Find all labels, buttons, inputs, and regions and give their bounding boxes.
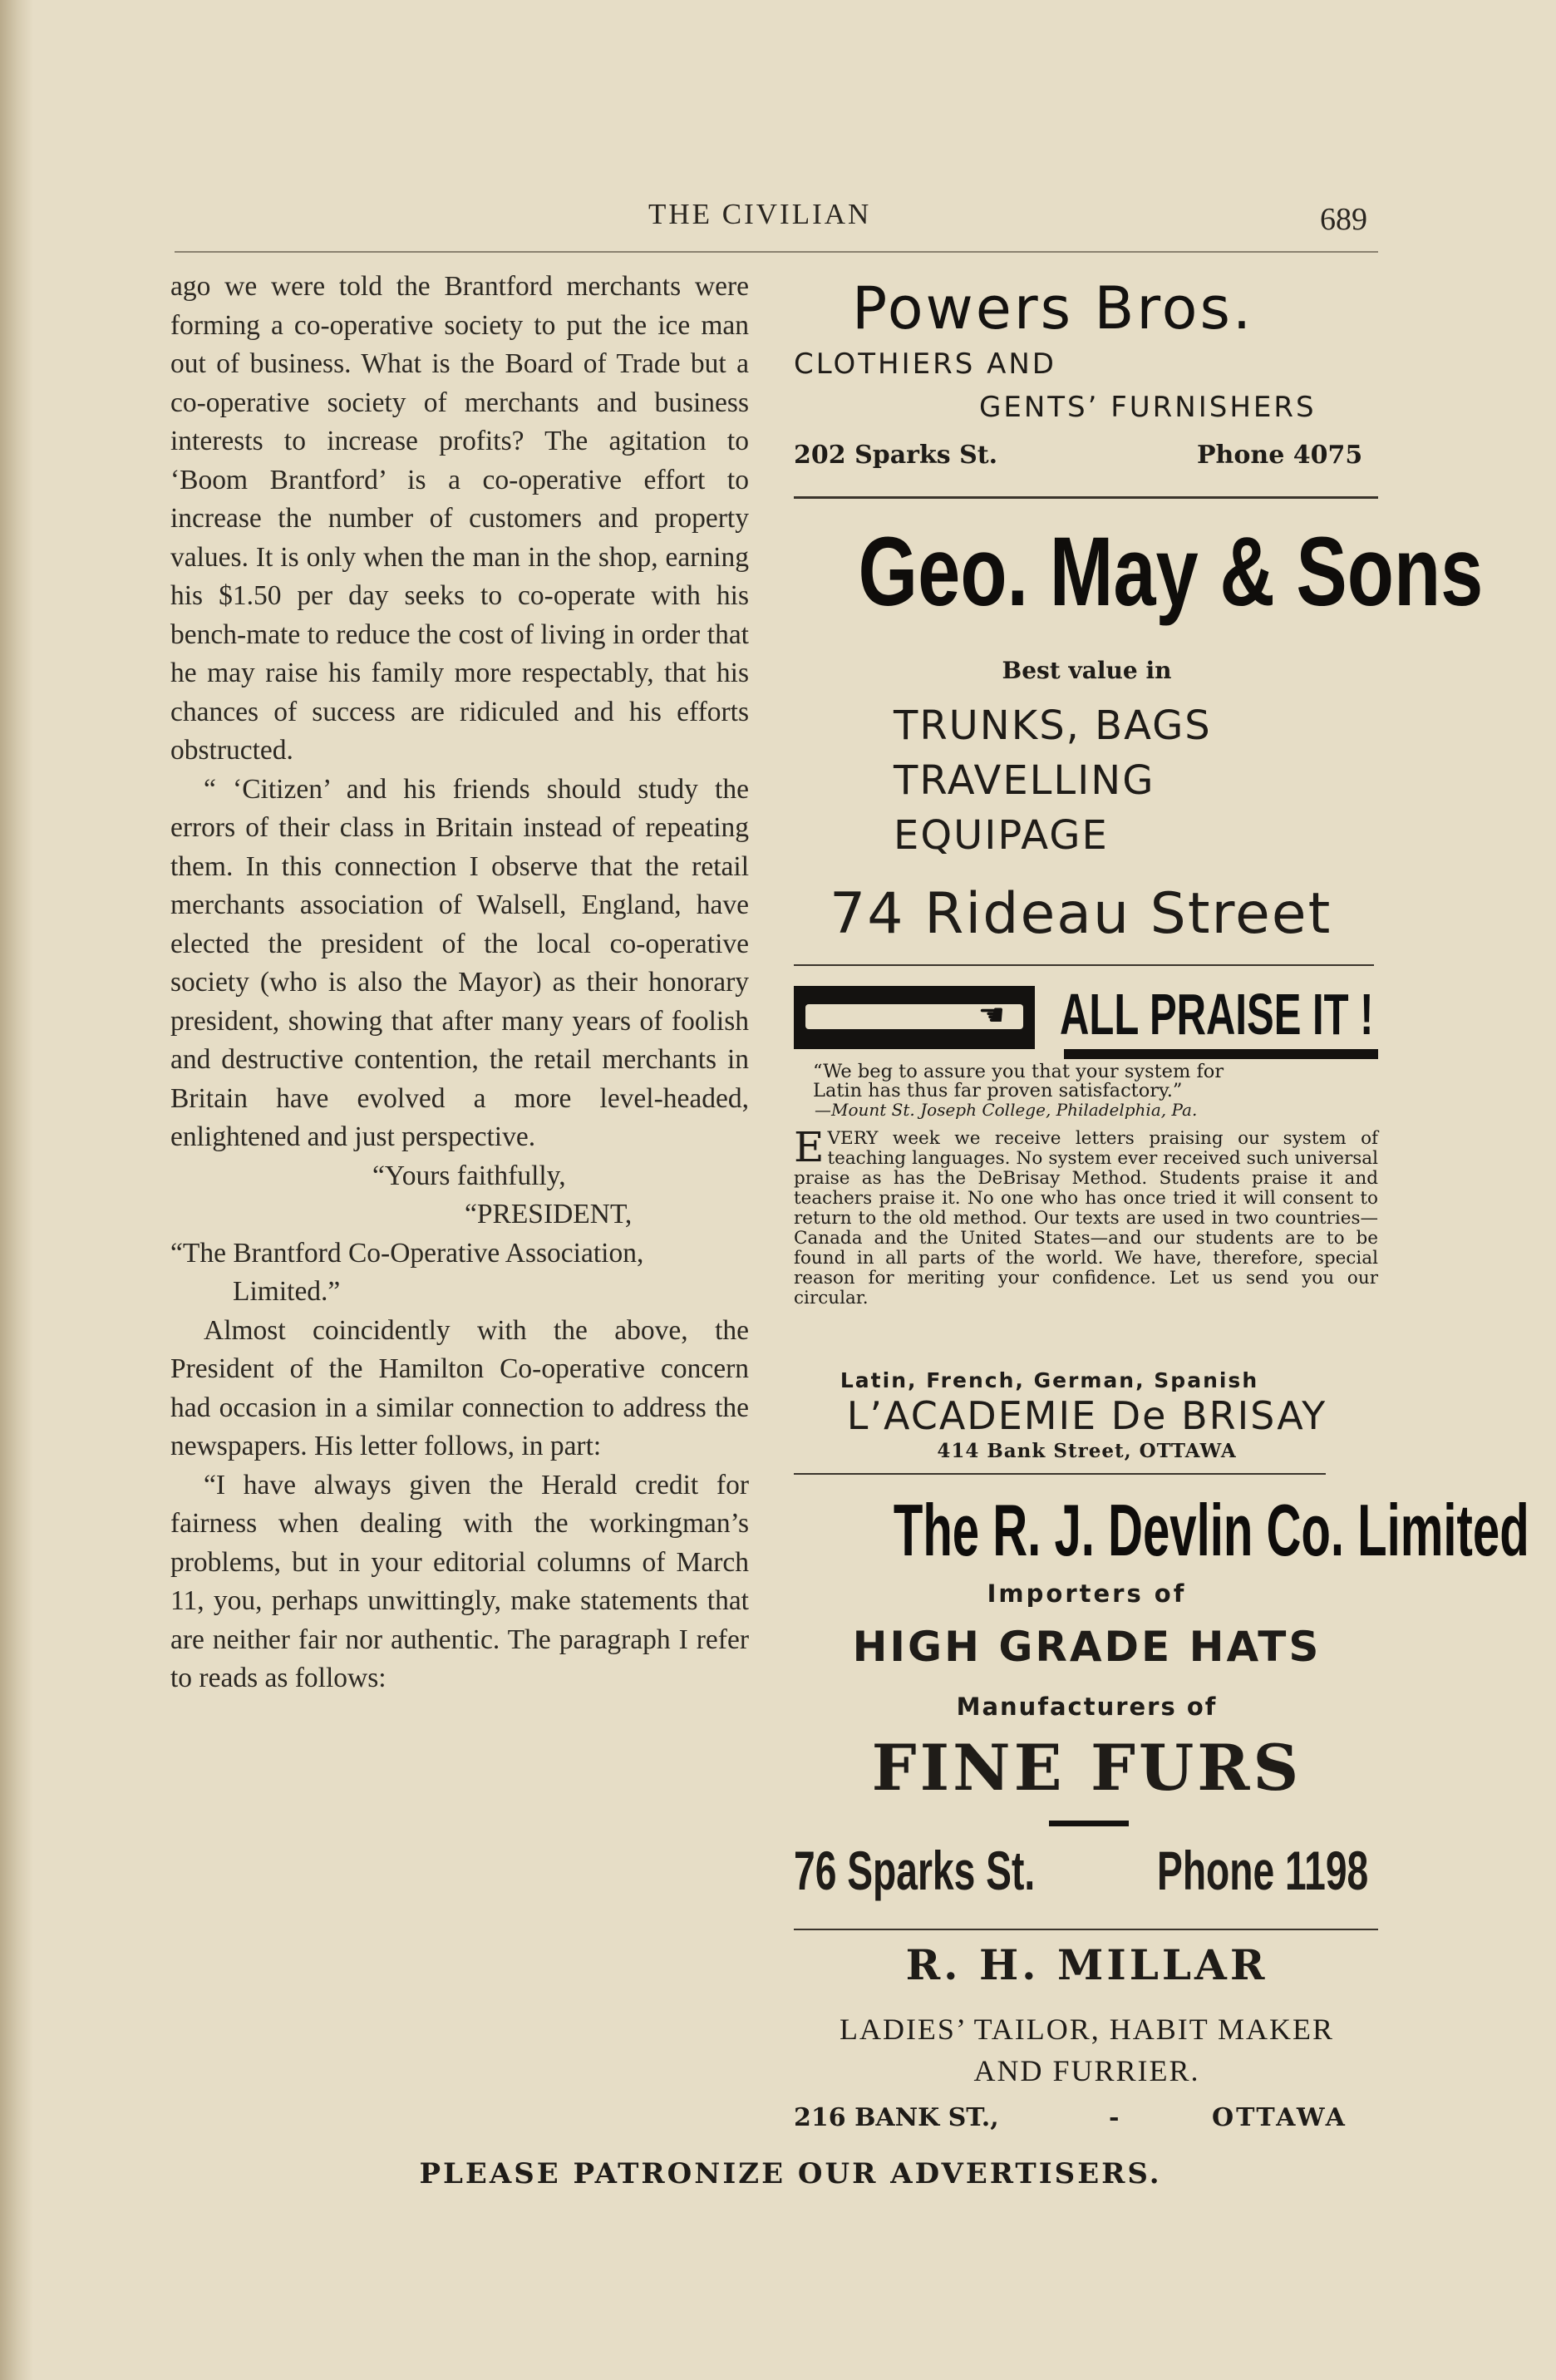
- letter-organization: “The Brantford Co-Operative Association, Limited.”: [170, 1237, 644, 1307]
- ad-millar-city: OTTAWA: [1212, 2103, 1347, 2132]
- ad-may-tagline: Best value in: [1002, 657, 1172, 684]
- ad-devlin-importers: Importers of: [987, 1579, 1187, 1608]
- ad-powers-line2: GENTS’ FURNISHERS: [979, 391, 1317, 424]
- ad-brisay-school: L’ACADEMIE De BRISAY: [846, 1393, 1327, 1438]
- ad-brisay-bar: [1064, 1049, 1378, 1059]
- letter-signature: “PRESIDENT,: [465, 1199, 633, 1229]
- ad-devlin-bar: [1049, 1821, 1129, 1826]
- testimonial-line: Latin has thus far proven satisfactory.”: [813, 1080, 1183, 1101]
- ad-devlin-hats: HIGH GRADE HATS: [852, 1623, 1322, 1671]
- drop-cap: E: [794, 1123, 825, 1171]
- article-paragraph: “ ‘Citizen’ and his friends should study the errors of their class in Britain instead of repeating them. In this connection I observe that the retail merchants association of Walsell, England, have elected the president of the local co-operative society (who is also the Mayor) as their honorary president, showing that after many years of foolish and destructive contention, the retail merchants in Britain have evolved a more level-headed, enlightened and just perspective.: [170, 773, 749, 1152]
- journal-title: THE CIVILIAN: [648, 198, 872, 230]
- footer-notice: PLEASE PATRONIZE OUR ADVERTISERS.: [419, 2157, 1162, 2190]
- ad-devlin-address: 76 Sparks St.: [794, 1840, 1036, 1901]
- article-column: [170, 268, 749, 1698]
- ad-may-name: Geo. May & Sons: [858, 517, 1484, 627]
- article-paragraph: ago we were told the Brantford merchants were forming a co-operative society to put the ice man out of business. What is the Board of Trade but a co-operative society of merchants and business interests to increase profits? The agitation to ‘Boom Brantford’ is a co-operative effort to increase the number of customers and property values. It is only when the man in the shop, earning his $1.50 per day seeks to co-operate with his bench-mate to reduce the cost of living in order that he may raise his family more respectably, that his chances of success are ridiculed and his efforts obstructed.: [170, 271, 749, 766]
- ad-brisay-body: [794, 1123, 1378, 1308]
- ad-devlin-phone: Phone 1198: [1157, 1840, 1369, 1901]
- ad-may-item: TRUNKS, BAGS: [894, 702, 1212, 749]
- letter-closing: “Yours faithfully,: [372, 1160, 566, 1191]
- ad-devlin-furs: FINE FURS: [871, 1731, 1302, 1805]
- running-head: [0, 198, 1556, 239]
- ad-divider: [794, 1473, 1326, 1475]
- ad-millar-line1: LADIES’ TAILOR, HABIT MAKER: [839, 2013, 1335, 2046]
- ad-millar-line2: AND FURRIER.: [973, 2054, 1200, 2087]
- pointing-hand-icon: ☚: [794, 986, 1035, 1049]
- ad-powers-address: 202 Sparks St.: [794, 441, 998, 470]
- ad-divider: [794, 1929, 1378, 1930]
- book-spine-shadow: [0, 0, 33, 2380]
- ad-may-street: 74 Rideau Street: [830, 881, 1332, 947]
- ad-powers-phone: Phone 4075: [1197, 441, 1363, 470]
- header-rule: [175, 251, 1378, 253]
- ad-powers-line1: CLOTHIERS AND: [794, 347, 1056, 381]
- ad-brisay-languages: Latin, French, German, Spanish: [840, 1368, 1259, 1392]
- ad-divider: [794, 964, 1374, 966]
- ad-millar-name: R. H. MILLAR: [905, 1940, 1268, 1989]
- ad-devlin-name: The R. J. Devlin Co. Limited: [893, 1489, 1529, 1571]
- ad-millar-address: 216 BANK ST.,: [794, 2103, 999, 2132]
- ad-powers-name: Powers Bros.: [852, 274, 1254, 342]
- page-number: 689: [1320, 202, 1367, 237]
- ad-may-item: EQUIPAGE: [894, 812, 1109, 859]
- ad-devlin-manufacturers: Manufacturers of: [956, 1693, 1218, 1721]
- ad-brisay-address: 414 Bank Street, OTTAWA: [937, 1440, 1237, 1462]
- ad-brisay-headline: ALL PRAISE IT !: [1060, 982, 1374, 1047]
- ad-divider: [794, 496, 1378, 499]
- ad-may-item: TRAVELLING: [894, 757, 1155, 804]
- testimonial-line: “We beg to assure you that your system for: [813, 1061, 1224, 1082]
- testimonial-source: —Mount St. Joseph College, Philadelphia, Pa.: [815, 1100, 1198, 1120]
- article-paragraph: Almost coincidently with the above, the President of the Hamilton Co-operative concern had occasion in a similar connection to address the newspapers. His letter follows, in part:: [170, 1314, 749, 1461]
- ad-brisay-testimonial: [798, 1062, 1378, 1120]
- ad-millar-separator: -: [1109, 2103, 1120, 2132]
- ad-brisay-body-text: VERY week we receive letters praising our system of teaching languages. No system ever received such universal praise as has the DeBrisay Method. Students praise it and teachers praise it. No one who has once tried it will consent to return to the old method. Our texts are used in two countries—Canada and the United States—and our students are to be found in all parts of the world. We have, therefore, special reason for meriting your confidence. Let us send you our circular.: [794, 1128, 1378, 1308]
- ad-may-items: [894, 698, 1212, 863]
- article-paragraph: “I have always given the Herald credit for fairness when dealing with the workingman’s problems, but in your editorial columns of March 11, you, perhaps unwittingly, make statements that are neither fair nor authentic. The paragraph I refer to reads as follows:: [170, 1469, 749, 1693]
